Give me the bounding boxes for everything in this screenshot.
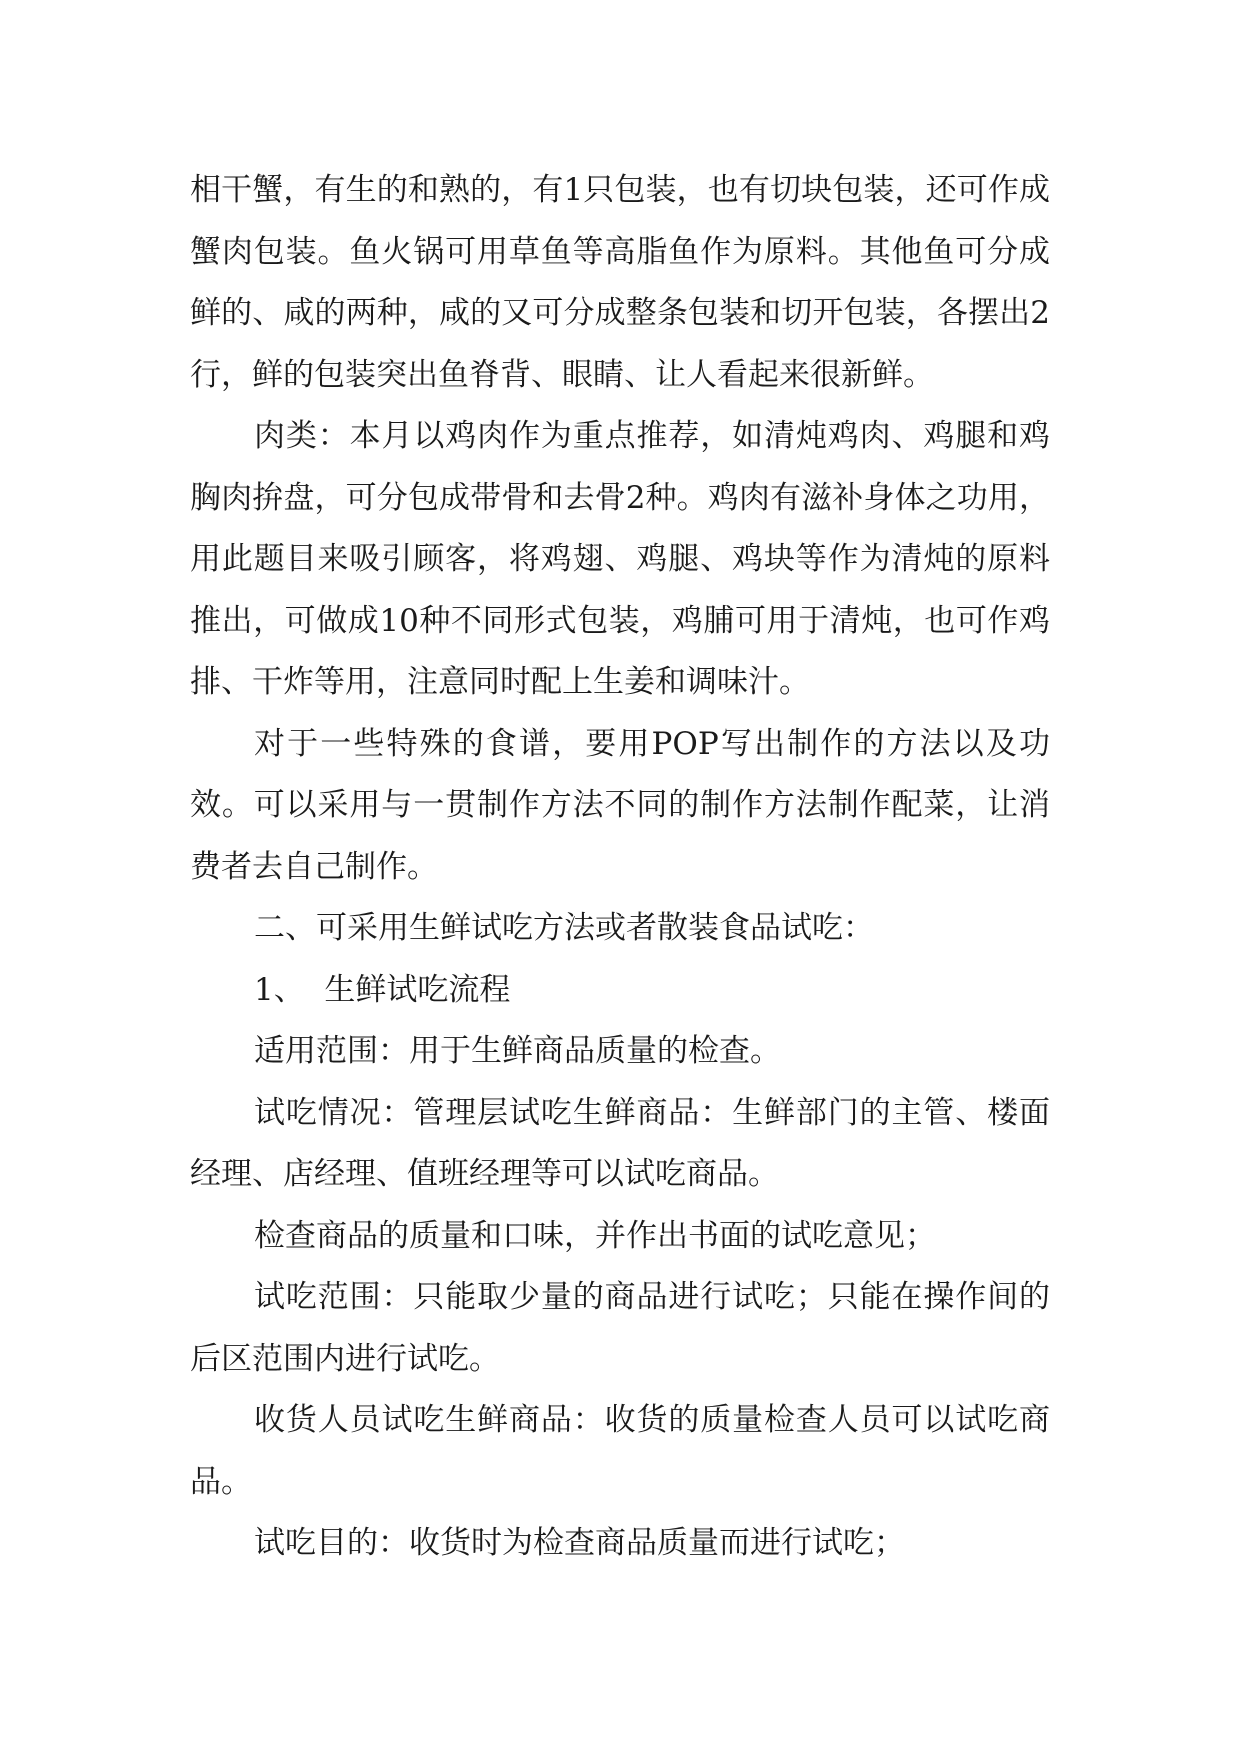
paragraph-meat-chicken: 肉类：本月以鸡肉作为重点推荐，如清炖鸡肉、鸡腿和鸡胸肉拚盘，可分包成带骨和去骨2种。鸡肉有滋补身体之功用，用此题目来吸引顾客，将鸡翅、鸡腿、鸡块等作为清炖的原料推出，可做成10种不同形式包装，鸡脯可用于清炖，也可作鸡排、干炸等用，注意同时配上生姜和调味汁。: [190, 418, 1050, 700]
paragraph-quality-check: 检查商品的质量和口味，并作出书面的试吃意见；: [254, 1217, 936, 1254]
paragraph-management-tasting: 试吃情况：管理层试吃生鲜商品：生鲜部门的主管、楼面经理、店经理、值班经理等可以试吃商品。: [190, 1094, 1050, 1192]
list-item-tasting-process: 1、 生鲜试吃流程: [254, 971, 511, 1008]
paragraph-special-recipes: 对于一些特殊的食谱，要用POP写出制作的方法以及功效。可以采用与一贯制作方法不同的制作方法制作配菜，让消费者去自己制作。: [190, 725, 1050, 885]
section-heading-tasting: 二、可采用生鲜试吃方法或者散装食品试吃：: [254, 910, 874, 946]
paragraph-receiving-staff: 收货人员试吃生鲜商品：收货的质量检查人员可以试吃商品。: [190, 1402, 1050, 1500]
document-body: [190, 160, 1050, 1575]
paragraph-tasting-purpose: 试吃目的：收货时为检查商品质量而进行试吃；: [254, 1525, 905, 1561]
paragraph-crab-fish-packaging: 相干蟹，有生的和熟的，有1只包装，也有切块包装，还可作成蟹肉包装。鱼火锅可用草鱼等高脂鱼作为原料。其他鱼可分成鲜的、咸的两种，咸的又可分成整条包装和切开包装，各摆出2行，鲜的包装突出鱼脊背、眼睛、让人看起来很新鲜。: [190, 172, 1050, 393]
paragraph-tasting-range: 试吃范围：只能取少量的商品进行试吃；只能在操作间的后区范围内进行试吃。: [190, 1279, 1050, 1377]
paragraph-scope: 适用范围：用于生鲜商品质量的检查。: [254, 1033, 781, 1069]
